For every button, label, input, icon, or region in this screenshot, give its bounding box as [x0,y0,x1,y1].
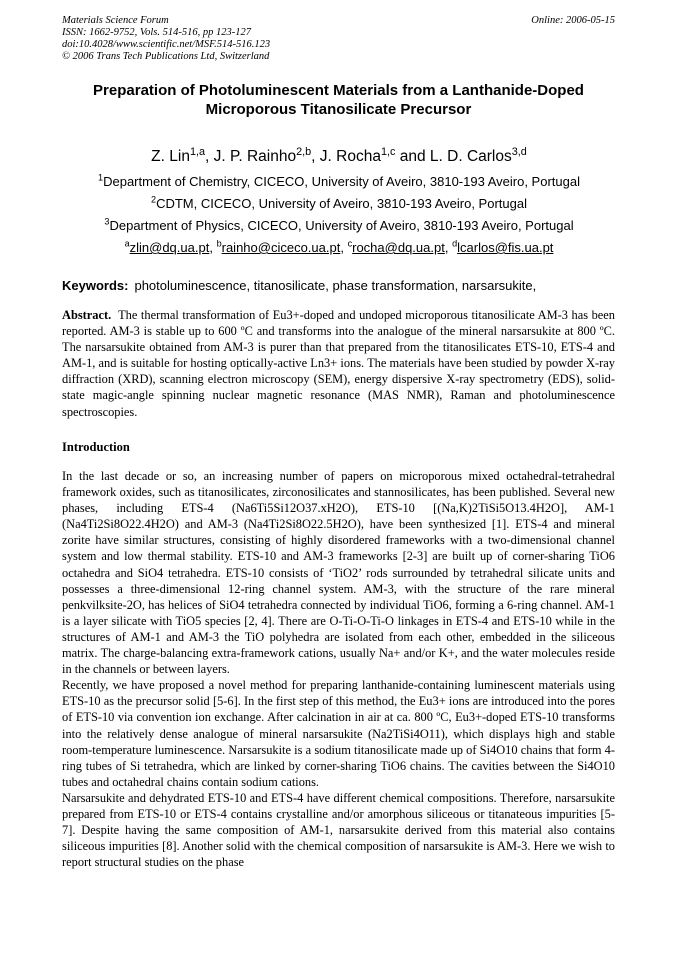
paragraph: Narsarsukite and dehydrated ETS-10 and ETS-4 have different chemical compositions. Therefore, narsarsukite prepared from ETS-10 or ETS-4 contains crystalline and/or amorphous siliceous or titanateous impurities [5-7]. Despite having the same composition of AM-1, narsarsukite derived from this material also contains siliceous impurities [8]. Another solid with the chemical composition of narsarsukite is AM-3. Here we wish to report structural studies on the phase [62,790,615,870]
affiliation-text: Department of Chemistry, CICECO, University of Aveiro, 3810-193 Aveiro, Portugal [103,174,580,189]
email-sup: b [216,238,222,249]
email-link[interactable]: rocha@dq.ua.pt [352,240,445,255]
author-separator: and [395,148,430,165]
issn-line: ISSN: 1662-9752, Vols. 514-516, pp 123-127 [62,27,251,38]
doi-line: doi:10.4028/www.scientific.net/MSF.514-516.123 [62,39,271,50]
author-affil-sup: 1,c [380,145,396,158]
email-sup: c [347,238,353,249]
affiliation-number: 3 [104,216,110,227]
author-separator: , [311,148,320,165]
abstract [62,307,615,420]
email-list: $^a$zlin@dq.ua.pt, $^b$rainho@ciceco.ua.pt, $^c$rocha@dq.ua.pt, $^d$lcarlos@fis.ua.pt [124,238,554,255]
affiliation [0,174,678,189]
journal-header [62,15,615,63]
journal-name: Materials Science Forum [62,15,169,26]
author: Z. Lin [151,148,190,165]
paragraph: In the last decade or so, an increasing number of papers on microporous mixed octahedral-tetrahedral framework oxides, such as titanosilicates, zirconosilicates and stannosilicates, has been published. Several new phases, including ETS-4 (Na6Ti5Si12O37.xH2O), ETS-10 [(Na,K)2TiSi5O13.4H2O], AM-1 (Na4Ti2Si8O22.4H2O) and AM-3 (Na4Ti2Si8O22.5H2O), have been synthesized [1]. ETS-4 and mineral zorite have similar structures, consisting of highly disordered frameworks with a two-dimensional channel system and low thermal stability. ETS-10 and AM-3 frameworks [2-3] are built up of corner-sharing TiO6 octahedra and SiO4 tetrahedra. ETS-10 consists of ‘TiO2’ rods surrounded by tetrahedral silicate units and possesses a three-dimensional 12-ring channel system. AM-3, with the structure of the rare mineral penkvilksite-2O, has helices of SiO4 tetrahedra connected by individual TiO6, forming a 6-ring channel. AM-1 is a layer silicate with TiO5 species [2, 4]. There are O-Ti-O-Ti-O linkages in ETS-4 and ETS-10 while in the structures of AM-1 and AM-3 the TiO polyhedra are isolated from each other, embedded in the siliceous matrix. The charge-balancing extra-framework cations, usually Na+ and/or K+, and the water molecules reside in the channels or between layers. [62,469,615,677]
affiliation-number: 1 [98,172,104,183]
abstract-label: Abstract. [62,308,112,322]
email-sup: d [452,238,458,249]
author: J. Rocha [319,148,381,165]
affiliation-text: Department of Physics, CICECO, University of Aveiro, 3810-193 Aveiro, Portugal [109,218,574,233]
email-link[interactable]: rainho@ciceco.ua.pt [221,240,341,255]
paragraph: Recently, we have proposed a novel method for preparing lanthanide-containing luminescent materials using ETS-10 as the precursor solid [5-6]. In the first step of this method, the Eu3+ ions are introduced into the pores of ETS-10 via convention ion exchange. After calcination in air at ca. 800 ºC, Eu3+-doped ETS-10 transforms into the relatively dense analogue of mineral narsarsukite (Na2TiSi4O11), which displays high and stable room-temperature luminescence. Narsarsukite is a sodium titanosilicate made up of Si4O10 chains that form 4-ring tubes of Si tetrahedra, which are linked by corner-sharing TiO6 chains. The cavities between the Si4O10 tubes and octahedral chains contain sodium cations. [62,678,615,789]
keywords [62,278,615,293]
affiliation-text: CDTM, CICECO, University of Aveiro, 3810-193 Aveiro, Portugal [156,196,527,211]
introduction-body [62,468,615,870]
author-affil-sup: 1,a [189,145,206,158]
author-affil-sup: 3,d [511,145,527,158]
email-link[interactable]: lcarlos@fis.ua.pt [457,240,554,255]
copyright-line: © 2006 Trans Tech Publications Ltd, Switzerland [62,51,270,62]
author-list [0,145,678,166]
title-line-2: Microporous Titanosilicate Precursor [205,101,472,118]
email-link[interactable]: zlin@dq.ua.pt [129,240,210,255]
author: L. D. Carlos [429,148,512,165]
author-affil-sup: 2,b [296,145,312,158]
affiliation-number: 2 [151,194,157,205]
affiliation [0,218,678,233]
abstract-text: The thermal transformation of Eu3+-doped and undoped microporous titanosilicate AM-3 has been reported. AM-3 is stable up to 600 ºC and transforms into the analogue of the mineral narsarsukite at 800 ºC. The narsarsukite obtained from AM-3 is purer than that prepared from the titanosilicates ETS-10, ETS-4 and AM-1, and is suitable for hosting optically-active Ln3+ ions. The materials have been studied by powder X-ray diffraction (XRD), scanning electron microscopy (SEM), energy dispersive X-ray spectrometry (EDS), solid-state magic-angle spinning nuclear magnetic resonance (MAS NMR), Raman and photoluminescence spectroscopies. [62,308,615,419]
email-sup: a [124,238,130,249]
keywords-text: photoluminescence, titanosilicate, phase transformation, narsarsukite, [134,278,537,293]
author: J. P. Rainho [213,148,297,165]
paper-title [62,81,615,119]
online-date: Online: 2006-05-15 [531,15,615,26]
affiliation [0,196,678,211]
keywords-label: Keywords: [62,278,129,293]
introduction-heading: Introduction [62,440,130,454]
author-separator: , [205,148,214,165]
title-line-1: Preparation of Photoluminescent Materials from a Lanthanide-Doped [93,82,584,99]
